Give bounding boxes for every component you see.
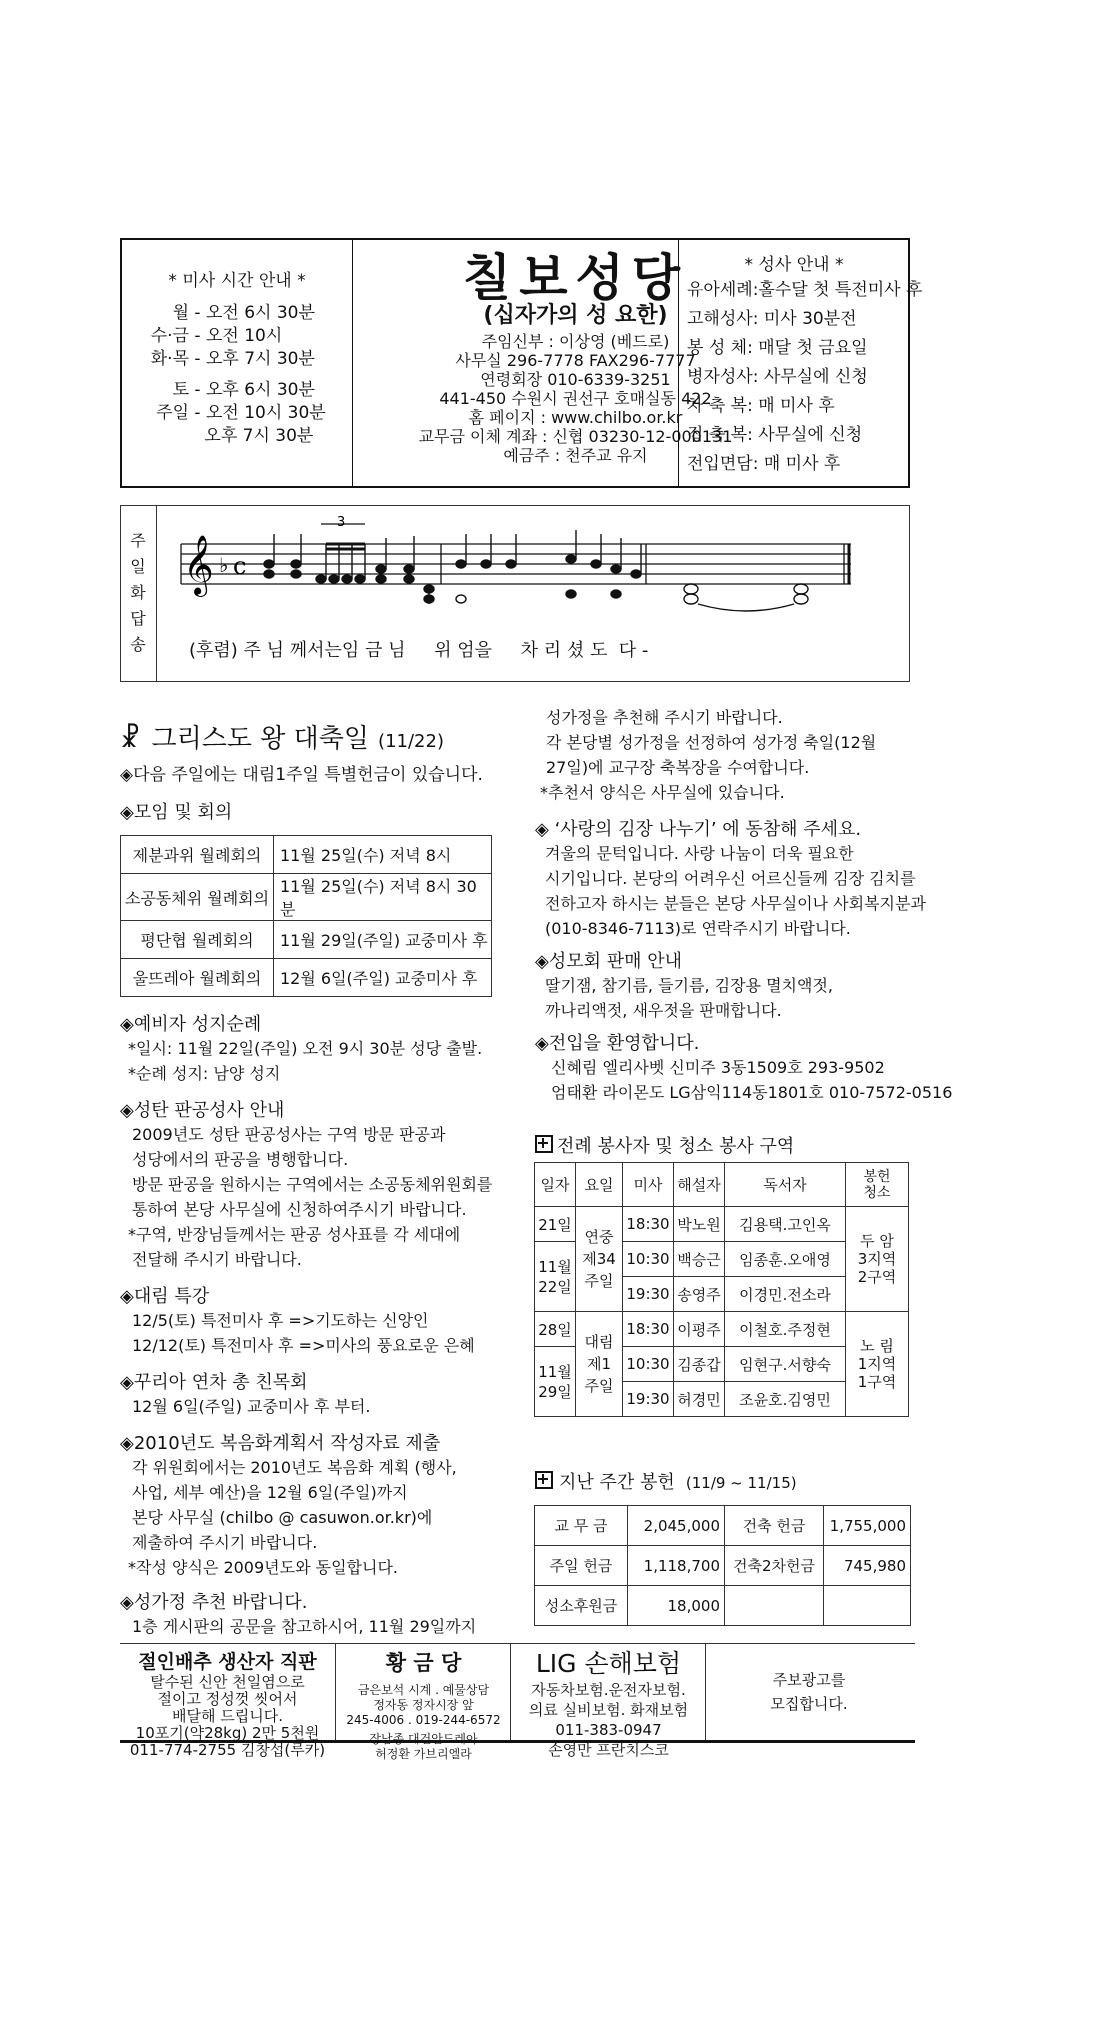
- triplet-mark: 3: [337, 516, 346, 530]
- ads-bar: [120, 1643, 915, 1761]
- table-row: 성소후원금 18,000: [535, 1586, 911, 1626]
- header-box: [120, 238, 923, 488]
- mass-row: 주일 - 오전 10시 30분: [156, 403, 326, 423]
- table-row: 교 무 금 2,045,000 건축 헌금 1,755,000: [535, 1506, 911, 1546]
- mass-row: 화·목 - 오후 7시 30분: [150, 349, 315, 369]
- sacraments-title: * 성사 안내 *: [744, 255, 844, 275]
- service-table: [534, 1162, 909, 1417]
- psalm-lyrics: (후렴) 주 님 께서는임 금 님 위 엄을 차 리 셨 도 다 -: [189, 640, 649, 661]
- section-curia: ◈꾸리아 연차 총 친목회 12월 6일(주일) 교중미사 후 부터.: [120, 1372, 371, 1416]
- ad-cabbage: 절인배추 생산자 직판 탈수된 신안 천일염으로 절이고 정성껏 씻어서 배달해 드립니다. 10포기(약28kg) 2만 5천원 011-774-2755 김창섭(루카): [129, 1651, 326, 1759]
- meetings-title: ◈모임 및 회의: [120, 802, 233, 823]
- right-sections: [535, 815, 953, 1105]
- treble-clef-icon: 𝄞: [183, 535, 214, 595]
- mass-row: 월 - 오전 6시 30분: [172, 303, 315, 323]
- section-welcome: ◈전입을 환영합니다. 신혜림 엘리사벳 신미주 3동1509호 293-9502 엄태환 라이몬도 LG삼익114동1801호 010-7572-0516: [535, 1033, 953, 1102]
- table-row: 제분과위 월례회의 11월 25일(수) 저녁 8시: [121, 836, 492, 874]
- ad-recruit: 주보광고를 모집합니다.: [705, 1644, 912, 1740]
- table-row: 평단협 월례회의 11월 29일(주일) 교중미사 후: [121, 921, 492, 959]
- table-row: 19:30 송영주 이경민.전소라: [535, 1277, 909, 1312]
- psalm-label: 주일화답송: [121, 506, 157, 681]
- psalm-box: [120, 505, 910, 682]
- section-kimchi: ◈ ‘사랑의 김장 나누기’ 에 동참해 주세요. 겨울의 문턱입니다. 사랑 나눔이 더욱 필요한 시기입니다. 본당의 어려우신 어르신들께 김장 김치를 전하고자 하시는 분들은 본당 사무실이나 사회복지분과 (010-8346-7113)로 연락주시기 바랍니다.: [535, 819, 926, 938]
- svg-text:c: c: [233, 552, 247, 580]
- holy-family-continued: 성가정을 추천해 주시기 바랍니다. 각 본당별 성가정을 선정하여 성가정 축일(12월 27일)에 교구장 축복장을 수여합니다. *추천서 양식은 사무실에 있습니다.: [540, 708, 877, 802]
- music-staff: [161, 516, 901, 636]
- offering-title: 지난 주간 봉헌 (11/9 ~ 11/15): [535, 1468, 797, 1494]
- service-title: 전례 봉사자 및 청소 봉사 구역: [535, 1132, 794, 1158]
- mass-times-list: [134, 302, 349, 448]
- offering-table: [534, 1505, 911, 1626]
- church-contact: 주임신부 : 이상영 (베드로) 사무실 296-7778 FAX296-7777 연령회장 010-6339-3251 441-450 수원시 권선구 호매실동 422 홈 페이지 : www.chilbo.or.kr 교무금 이체 계좌 : 신협 03230-12-000131 예금주 : 천주교 유지: [418, 332, 733, 465]
- church-name: 칠보성당: [462, 248, 689, 307]
- notice-special-collection: ◈다음 주일에는 대림1주일 특별헌금이 있습니다.: [120, 765, 483, 785]
- cross-box-icon: [535, 1135, 553, 1153]
- table-row: 28일 대림 제1 주일 18:30 이평주 이철호.주정현 노 림 1지역 1구역: [535, 1312, 909, 1347]
- mass-row: 수·금 - 오전 10시: [150, 326, 283, 346]
- sacraments-list: 유아세례:홀수달 첫 특전미사 후 고해성사: 미사 30분전 봉 성 체: 매달 첫 금요일 병자성사: 사무실에 신청 차 축 복: 매 미사 후 집 축 복: 사무실에 신청 전입면담: 매 미사 후: [687, 280, 923, 474]
- cross-box-icon: [535, 1471, 553, 1489]
- table-row: 21일 연중 제34 주일 18:30 박노원 김용택.고인옥 두 암 3지역 2구역: [535, 1207, 909, 1242]
- mass-row: 오후 7시 30분: [204, 426, 314, 446]
- ad-insurance: LIG 손해보험 자동차보험.운전자보험. 의료 실비보험. 화재보험 011-383-0947 손영만 프란치스코: [510, 1644, 706, 1740]
- mass-row: 토 - 오후 6시 30분: [172, 380, 315, 400]
- section-sales: ◈성모회 판매 안내 딸기잼, 참기름, 들기름, 김장용 멸치액젓, 까나리액젓, 새우젓을 판매합니다.: [535, 951, 833, 1020]
- section-confession: ◈성탄 판공성사 안내 2009년도 성탄 판공성사는 구역 방문 판공과 성당에서의 판공을 병행합니다. 방문 판공을 원하시는 구역에서는 소공동체위원회를 통하여 본당 사무실에 신청하여주시기 바랍니다. *구역, 반장님들께서는 판공 성사표를 각 세대에 전달해 주시기 바랍니다.: [120, 1100, 493, 1269]
- section-holy-family: ◈성가정 추천 바랍니다. 1층 게시판의 공문을 참고하시어, 11월 29일까지: [120, 1592, 477, 1636]
- chi-rho-icon: ☧: [120, 724, 141, 754]
- ad-jewelry: 황 금 당 금은보석 시계 . 예물상담 정자동 정자시장 앞 245-4006 . 019-244-6572 장남종 대건안드레아 허정환 가브리엘라: [335, 1644, 511, 1740]
- mass-times-title: * 미사 시간 안내 *: [168, 271, 306, 291]
- table-row: 11월 29일 10:30 김종갑 임현구.서향숙: [535, 1347, 909, 1382]
- table-row: 일자 요일 미사 해설자 독서자 봉헌 청소: [535, 1163, 909, 1207]
- svg-text:♭: ♭: [219, 553, 229, 577]
- left-sections: [120, 1010, 525, 1639]
- feast-title: ☧ 그리스도 왕 대축일 (11/22): [120, 724, 444, 754]
- table-row: 소공동체위 월례회의 11월 25일(수) 저녁 8시 30분: [121, 874, 492, 921]
- sacraments-panel: [678, 240, 923, 486]
- mass-times: [122, 240, 353, 486]
- section-evangelization-plan: ◈2010년도 복음화계획서 작성자료 제출 각 위원회에서는 2010년도 복음화 계획 (행사, 사업, 세부 예산)을 12월 6일(주일)까지 본당 사무실 (chilbo @ casuwon.or.kr)에 제출하여 주시기 바랍니다. *작성 양식은 2009년도와 동일합니다.: [120, 1433, 457, 1577]
- church-patron: (십자가의 성 요한): [483, 303, 668, 328]
- table-row: 11월 22일 10:30 백승근 임종훈.오애영: [535, 1242, 909, 1277]
- table-row: 주일 헌금 1,118,700 건축2차헌금 745,980: [535, 1546, 911, 1586]
- table-row: 19:30 허경민 조윤호.김영민: [535, 1382, 909, 1417]
- table-row: 울뜨레아 월례회의 12월 6일(주일) 교중미사 후: [121, 959, 492, 997]
- meetings-table: [120, 835, 492, 997]
- section-advent-lecture: ◈대림 특강 12/5(토) 특전미사 후 =>기도하는 신앙인 12/12(토) 특전미사 후 =>미사의 풍요로운 은혜: [120, 1286, 475, 1355]
- section-pilgrimage: ◈예비자 성지순례 *일시: 11월 22일(주일) 오전 9시 30분 성당 출발. *순례 성지: 남양 성지: [120, 1014, 483, 1083]
